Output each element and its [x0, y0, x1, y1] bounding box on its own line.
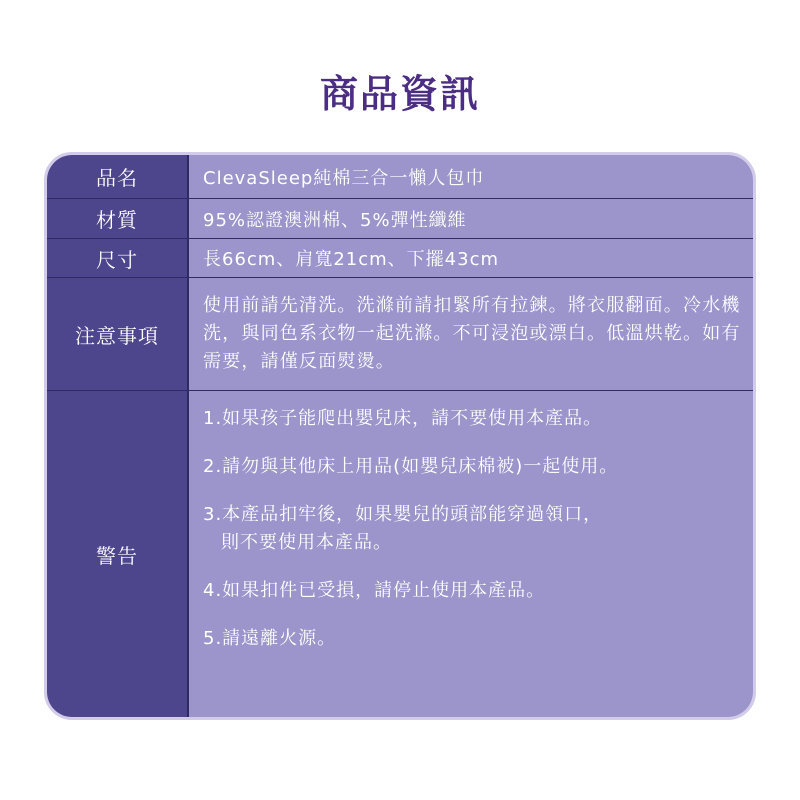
value-column — [189, 155, 753, 717]
page-title: 商品資訊 — [319, 72, 480, 116]
label-notes: 注意事項 — [47, 278, 187, 391]
value-warning — [189, 391, 753, 717]
warning-item: 1.如果孩子能爬出嬰兒床，請不要使用本產品。 — [203, 408, 603, 429]
label-column — [47, 155, 189, 717]
value-product-name: ClevaSleep純棉三合一懶人包巾 — [189, 155, 753, 199]
value-notes — [189, 278, 753, 391]
value-material: 95%認證澳洲棉、5%彈性纖維 — [189, 199, 753, 239]
warning-list — [203, 391, 618, 717]
warning-item-line: 則不要使用本產品。 — [221, 532, 392, 553]
warning-item-line: 3.本產品扣牢後，如果嬰兒的頭部能穿過領口， — [203, 504, 603, 525]
value-size: 長66cm、肩寬21cm、下擺43cm — [189, 239, 753, 278]
label-material: 材質 — [47, 199, 187, 239]
notes-text: 使用前請先清洗。洗滌前請扣緊所有拉鍊。將衣服翻面。冷水機洗，與同色系衣物一起洗滌。不可浸泡或漂白。低溫烘乾。如有需要，請僅反面熨燙。 — [203, 295, 741, 372]
product-info-table — [44, 152, 756, 720]
label-product-name: 品名 — [47, 155, 187, 199]
warning-item: 4.如果扣件已受損，請停止使用本產品。 — [203, 580, 546, 601]
warning-item — [203, 501, 618, 557]
label-size: 尺寸 — [47, 239, 187, 278]
warning-item: 2.請勿與其他床上用品(如嬰兒床棉被)一起使用。 — [203, 456, 619, 477]
label-warning: 警告 — [96, 543, 138, 568]
warning-item: 5.請遠離火源。 — [203, 628, 337, 649]
